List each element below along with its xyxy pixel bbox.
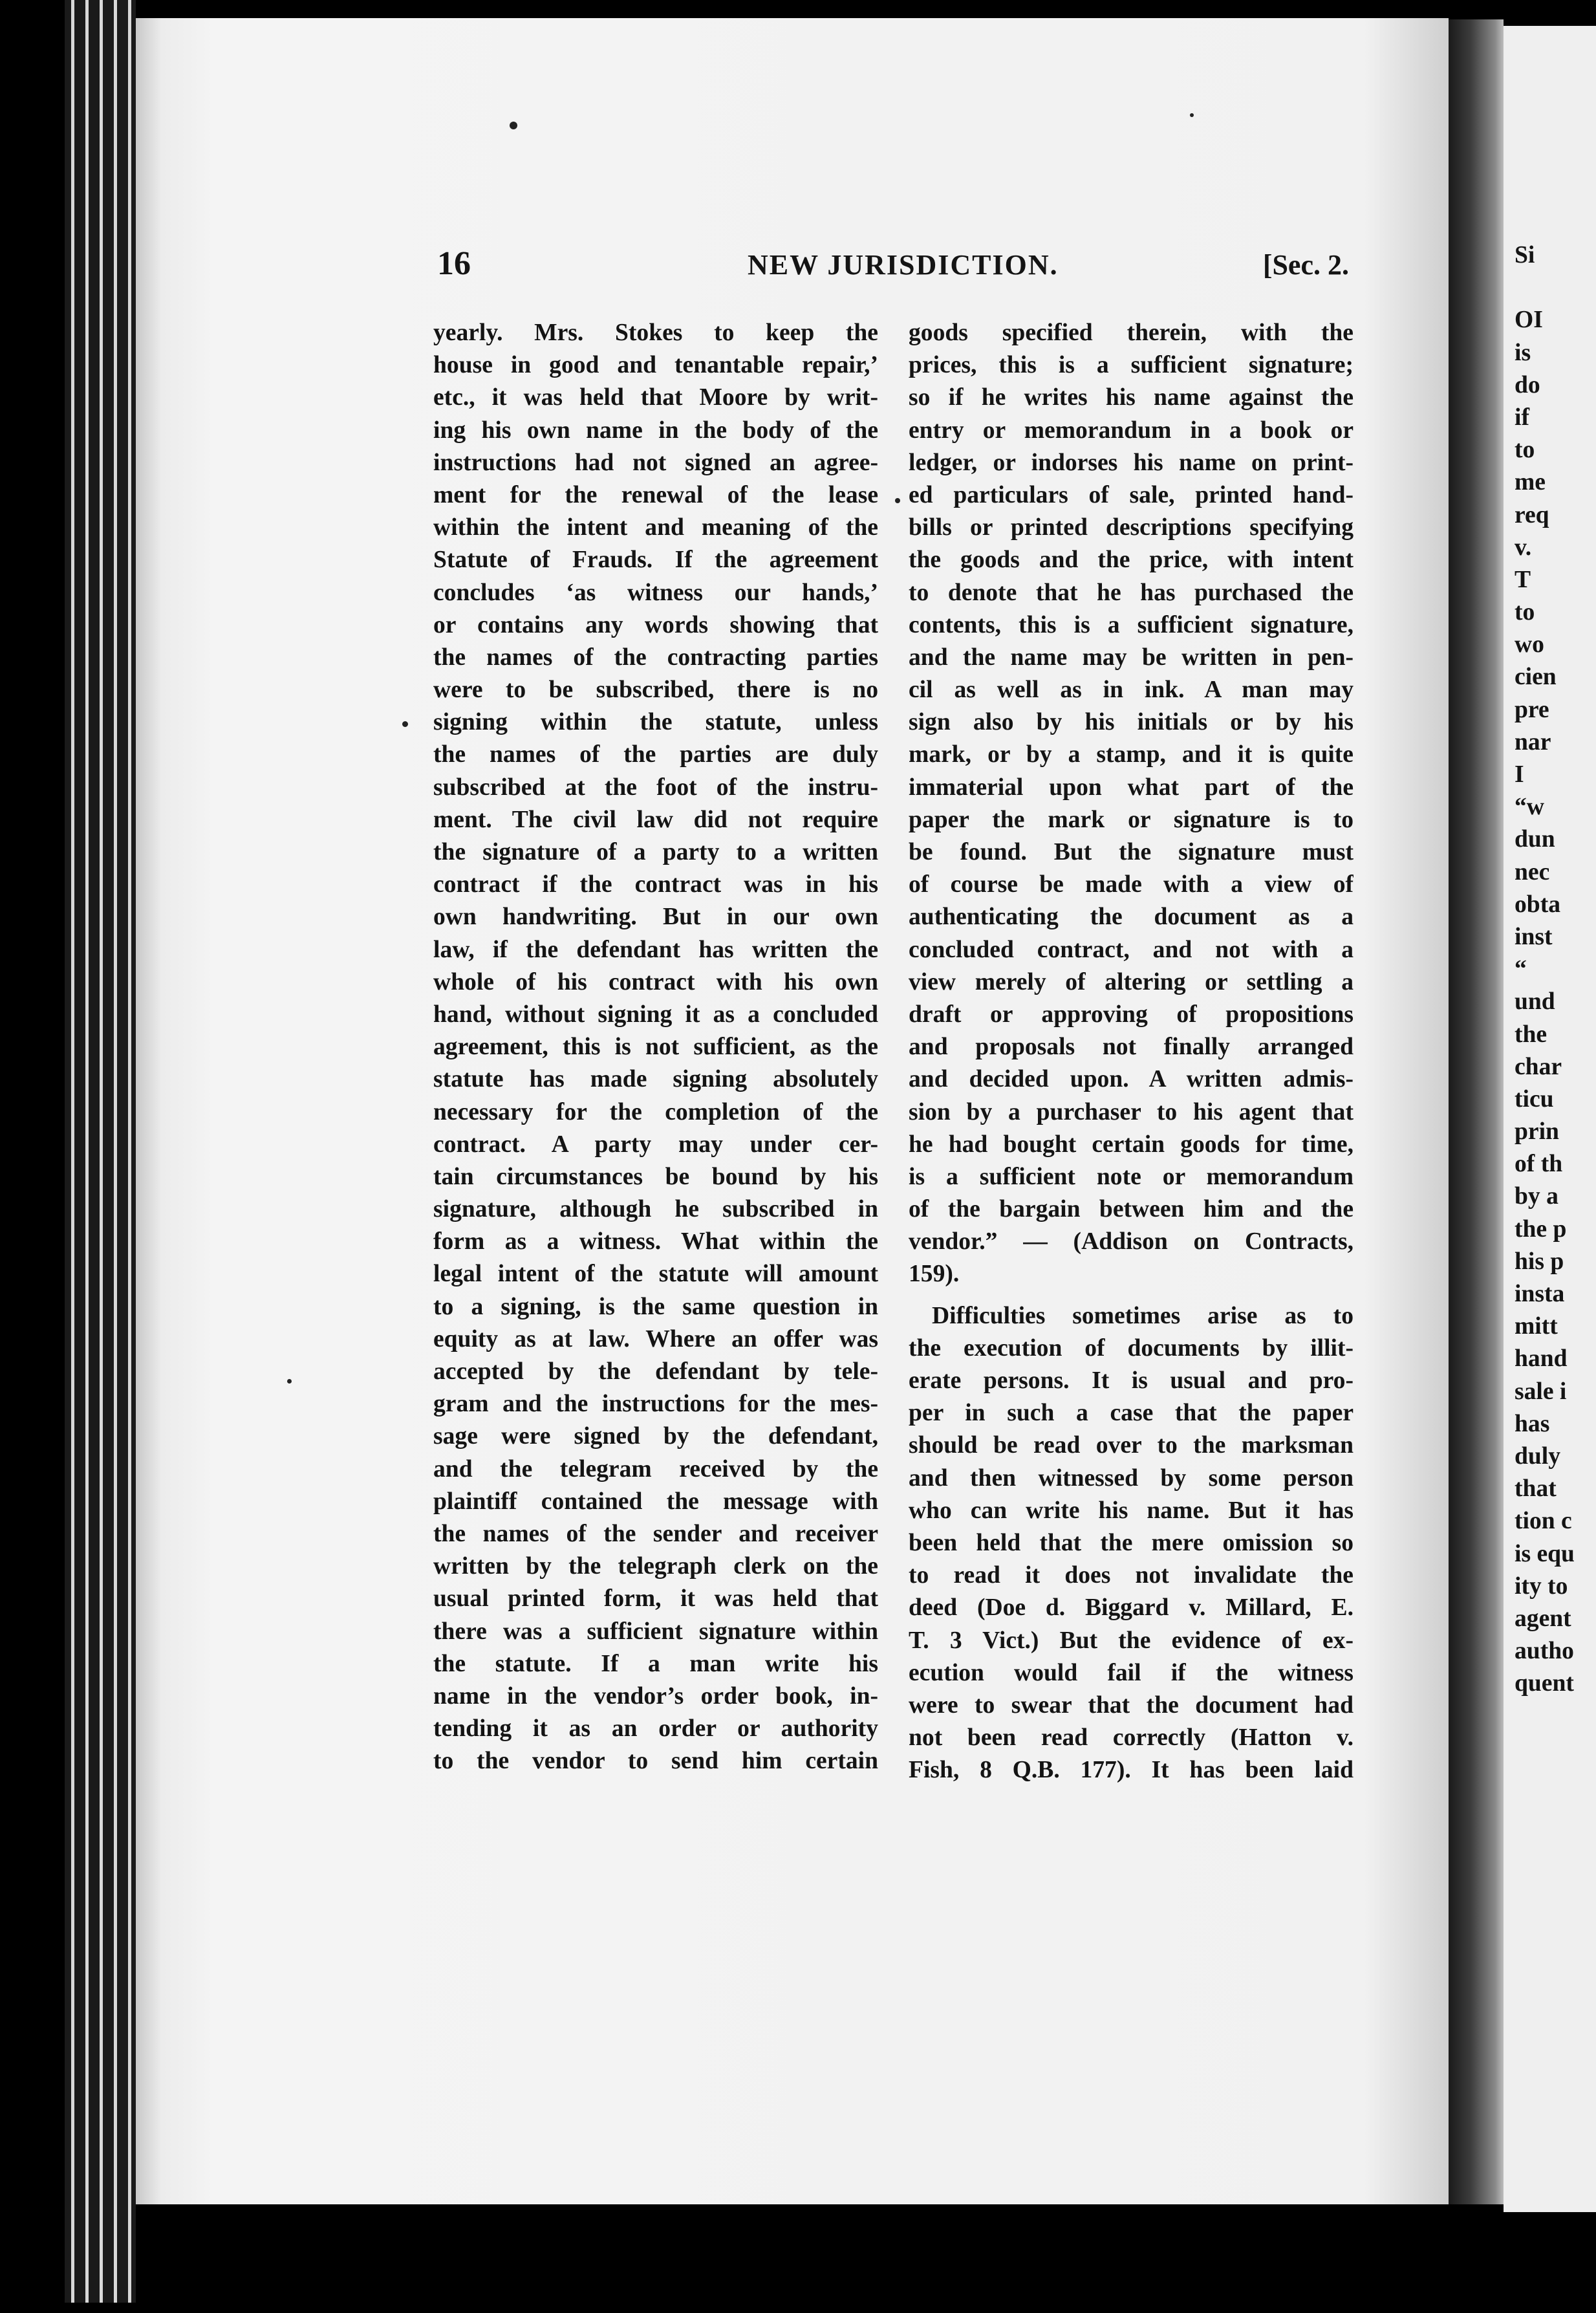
- facing-page-line: req: [1515, 501, 1549, 528]
- page-edges: [65, 0, 136, 2303]
- text-line: he had bought certain goods for time,: [909, 1131, 1353, 1158]
- text-line: the names of the contracting parties: [433, 644, 878, 671]
- facing-page-line: mitt: [1515, 1313, 1558, 1340]
- text-line: erate persons. It is usual and pro-: [909, 1367, 1353, 1394]
- facing-page-line: ity to: [1515, 1572, 1568, 1600]
- text-line: draft or approving of propositions: [909, 1001, 1353, 1028]
- text-line: authenticating the document as a: [909, 904, 1353, 931]
- text-line: the signature of a party to a written: [433, 839, 878, 865]
- text-line: of course be made with a view of: [909, 871, 1353, 898]
- facing-page-line: is equ: [1515, 1540, 1575, 1567]
- facing-page-line: cien: [1515, 664, 1557, 691]
- facing-page-line: has: [1515, 1410, 1550, 1437]
- facing-page-line: ticu: [1515, 1085, 1554, 1113]
- text-line: the names of the sender and receiver: [433, 1520, 878, 1547]
- text-line: goods specified therein, with the: [909, 320, 1353, 346]
- text-line: sion by a purchaser to his agent that: [909, 1098, 1353, 1125]
- text-line: there was a sufficient signature within: [433, 1618, 878, 1645]
- text-line: own handwriting. But in our own: [433, 904, 878, 931]
- text-line: were to swear that the document had: [909, 1691, 1353, 1719]
- text-line: should be read over to the marksman: [909, 1432, 1353, 1459]
- text-line: sign also by his initials or by his: [909, 709, 1353, 736]
- paragraph-gap: [909, 1291, 1353, 1300]
- facing-page-line: tion c: [1515, 1508, 1572, 1535]
- facing-page-line: “w: [1515, 794, 1544, 821]
- text-line: accepted by the defendant by tele-: [433, 1358, 878, 1385]
- text-line: and decided upon. A written admis-: [909, 1066, 1353, 1093]
- facing-page-line: duly: [1515, 1442, 1561, 1470]
- text-line: Fish, 8 Q.B. 177). It has been laid: [909, 1757, 1353, 1784]
- text-line: or contains any words showing that: [433, 611, 878, 638]
- text-line: the names of the parties are duly: [433, 741, 878, 768]
- text-line: who can write his name. But it has: [909, 1497, 1353, 1524]
- facing-page-line: quent: [1515, 1670, 1574, 1697]
- print-speck: [510, 122, 517, 129]
- facing-page-line: Si: [1515, 242, 1535, 268]
- facing-page-line: to: [1515, 599, 1535, 626]
- text-line: to a signing, is the same question in: [433, 1293, 878, 1320]
- text-line: yearly. Mrs. Stokes to keep the: [433, 320, 878, 346]
- facing-page-line: of th: [1515, 1151, 1563, 1178]
- running-title: NEW JURISDICTION.: [748, 249, 1059, 281]
- text-line: Difficulties sometimes arise as to: [932, 1302, 1353, 1329]
- page-header: [437, 244, 1349, 290]
- facing-page-line: by a: [1515, 1183, 1558, 1210]
- text-line: name in the vendor’s order book, in-: [433, 1682, 878, 1710]
- text-line: the goods and the price, with intent: [909, 547, 1353, 574]
- text-line: bills or printed descriptions specifying: [909, 514, 1353, 541]
- facing-page-line: wo: [1515, 631, 1544, 658]
- facing-page-line: inst: [1515, 923, 1553, 950]
- text-line: and then witnessed by some person: [909, 1464, 1353, 1492]
- text-line: be found. But the signature must: [909, 839, 1353, 865]
- facing-page-line: agent: [1515, 1605, 1571, 1632]
- text-line: ecution would fail if the witness: [909, 1659, 1353, 1686]
- text-line: of the bargain between him and the: [909, 1196, 1353, 1223]
- text-line: within the intent and meaning of the: [433, 514, 878, 541]
- left-text-column: [433, 317, 878, 1777]
- facing-page-line: [1515, 272, 1596, 304]
- text-line: entry or memorandum in a book or: [909, 417, 1353, 444]
- text-line: the execution of documents by illit-: [909, 1334, 1353, 1362]
- text-line: been held that the mere omission so: [909, 1529, 1353, 1556]
- text-line: hand, without signing it as a concluded: [433, 1001, 878, 1028]
- facing-page-line: pre: [1515, 696, 1549, 723]
- text-line: ing his own name in the body of the: [433, 417, 878, 444]
- text-line: 159).: [909, 1261, 960, 1288]
- text-line: house in good and tenantable repair,’: [433, 352, 878, 379]
- facing-page-line: hand: [1515, 1345, 1568, 1373]
- text-line: to denote that he has purchased the: [909, 579, 1353, 606]
- text-line: gram and the instructions for the mes-: [433, 1391, 878, 1418]
- text-line: and proposals not finally arranged: [909, 1034, 1353, 1061]
- facing-page-line: the: [1515, 1021, 1547, 1048]
- text-line: equity as at law. Where an offer was: [433, 1325, 878, 1352]
- facing-page-line: nar: [1515, 728, 1551, 755]
- facing-page-line: insta: [1515, 1281, 1565, 1307]
- right-text-column: [909, 317, 1353, 1786]
- text-line: plaintiff contained the message with: [433, 1488, 878, 1515]
- facing-page-line: the p: [1515, 1215, 1567, 1243]
- print-speck: [895, 498, 900, 503]
- text-line: and the telegram received by the: [433, 1455, 878, 1482]
- text-line: deed (Doe d. Biggard v. Millard, E.: [909, 1594, 1353, 1622]
- book-gutter: [1449, 19, 1504, 2204]
- text-line: concluded contract, and not with a: [909, 936, 1353, 963]
- text-line: so if he writes his name against the: [909, 384, 1353, 411]
- facing-page-line: is: [1515, 339, 1531, 366]
- facing-page-line: that: [1515, 1475, 1557, 1503]
- text-line: form as a witness. What within the: [433, 1228, 878, 1255]
- text-line: prices, this is a sufficient signature;: [909, 352, 1353, 379]
- text-line: ment for the renewal of the lease: [433, 481, 878, 508]
- text-line: and the name may be written in pen-: [909, 644, 1353, 671]
- text-line: statute has made signing absolutely: [433, 1066, 878, 1093]
- text-line: paper the mark or signature is to: [909, 806, 1353, 833]
- facing-page-line: I: [1515, 761, 1524, 788]
- text-line: written by the telegraph clerk on the: [433, 1553, 878, 1580]
- facing-page-line: char: [1515, 1053, 1562, 1080]
- text-line: contents, this is a sufficient signature,: [909, 611, 1353, 638]
- facing-page-line: dun: [1515, 826, 1555, 853]
- text-line: to read it does not invalidate the: [909, 1562, 1353, 1589]
- facing-page-line: to: [1515, 437, 1535, 464]
- facing-page-line: sale i: [1515, 1378, 1567, 1405]
- text-line: ment. The civil law did not require: [433, 806, 878, 833]
- page-number: 16: [437, 245, 471, 282]
- text-line: law, if the defendant has written the: [433, 936, 878, 963]
- facing-page-line: T: [1515, 566, 1531, 593]
- facing-page-line: “: [1515, 956, 1527, 983]
- text-line: immaterial upon what part of the: [909, 774, 1353, 801]
- text-line: instructions had not signed an agree-: [433, 449, 878, 476]
- facing-page-line: if: [1515, 404, 1529, 431]
- text-line: usual printed form, it was held that: [433, 1585, 878, 1613]
- text-line: contract if the contract was in his: [433, 871, 878, 898]
- facing-page-text-fragment: [1515, 239, 1596, 1700]
- section-reference: [Sec. 2.: [1262, 249, 1349, 281]
- text-line: were to be subscribed, there is no: [433, 677, 878, 704]
- text-line: tain circumstances be bound by his: [433, 1163, 878, 1190]
- text-line: etc., it was held that Moore by writ-: [433, 384, 878, 411]
- facing-page-line: prin: [1515, 1118, 1559, 1146]
- facing-page-line: me: [1515, 469, 1546, 496]
- text-line: vendor.” — (Addison on Contracts,: [909, 1228, 1353, 1255]
- text-line: agreement, this is not sufficient, as the: [433, 1034, 878, 1061]
- facing-page-line: OI: [1515, 307, 1543, 334]
- text-line: ed particulars of sale, printed hand-: [909, 481, 1353, 508]
- text-line: not been read correctly (Hatton v.: [909, 1724, 1353, 1752]
- text-line: necessary for the completion of the: [433, 1098, 878, 1125]
- text-line: concludes ‘as witness our hands,’: [433, 579, 878, 606]
- text-line: Statute of Frauds. If the agreement: [433, 547, 878, 574]
- text-line: to the vendor to send him certain: [433, 1748, 878, 1775]
- text-line: is a sufficient note or memorandum: [909, 1163, 1353, 1190]
- facing-page-line: do: [1515, 371, 1540, 398]
- text-line: the statute. If a man write his: [433, 1650, 878, 1677]
- text-line: tending it as an order or authority: [433, 1715, 878, 1743]
- text-line: whole of his contract with his own: [433, 968, 878, 995]
- text-line: sage were signed by the defendant,: [433, 1423, 878, 1450]
- text-line: legal intent of the statute will amount: [433, 1261, 878, 1288]
- print-speck: [402, 721, 408, 727]
- text-line: cil as well as in ink. A man may: [909, 677, 1353, 704]
- facing-page-line: nec: [1515, 858, 1550, 885]
- facing-page-line: obta: [1515, 891, 1560, 918]
- text-line: T. 3 Vict.) But the evidence of ex-: [909, 1627, 1353, 1654]
- text-line: mark, or by a stamp, and it is quite: [909, 741, 1353, 768]
- text-line: subscribed at the foot of the instru-: [433, 774, 878, 801]
- text-line: signing within the statute, unless: [433, 709, 878, 736]
- text-line: ledger, or indorses his name on print-: [909, 449, 1353, 476]
- print-speck: [287, 1379, 292, 1384]
- text-line: per in such a case that the paper: [909, 1400, 1353, 1427]
- facing-page-line: autho: [1515, 1638, 1574, 1665]
- text-line: view merely of altering or settling a: [909, 968, 1353, 995]
- text-line: signature, although he subscribed in: [433, 1196, 878, 1223]
- facing-page-line: v.: [1515, 534, 1532, 561]
- print-speck: [1190, 113, 1194, 117]
- facing-page-line: und: [1515, 988, 1555, 1015]
- facing-page-line: his p: [1515, 1248, 1564, 1275]
- text-line: contract. A party may under cer-: [433, 1131, 878, 1158]
